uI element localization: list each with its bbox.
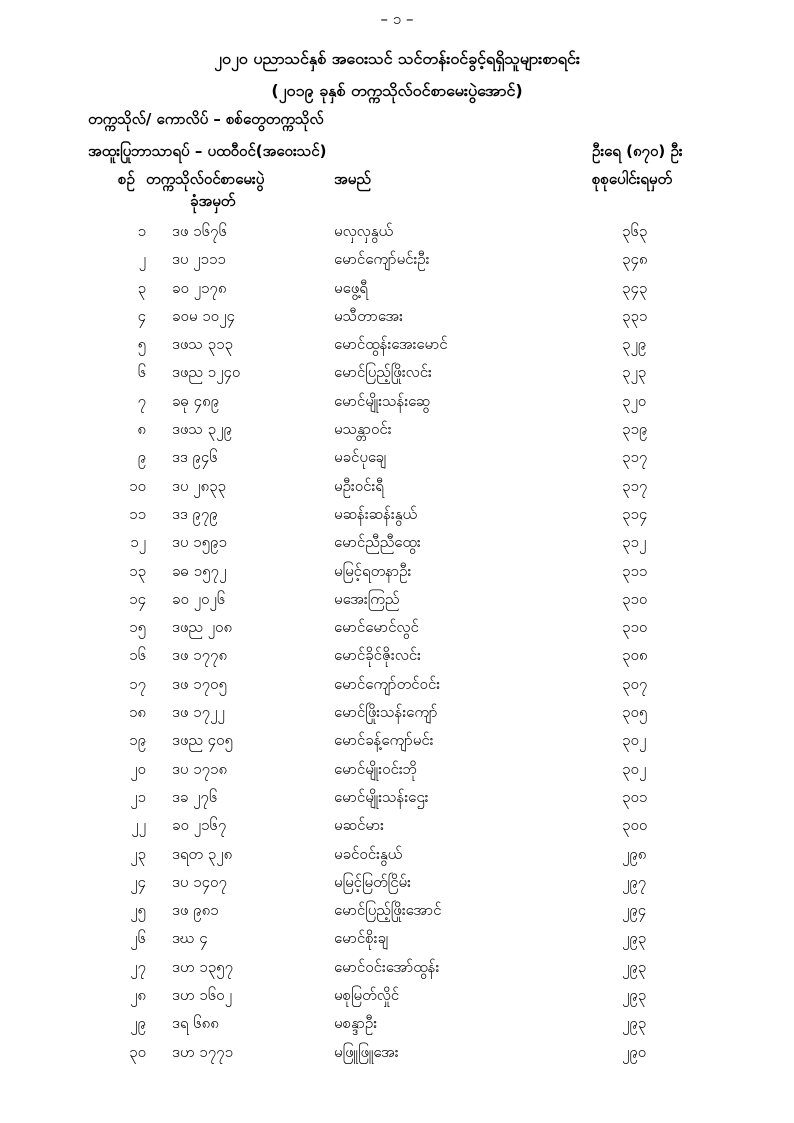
row-number: ၂၈ (130, 986, 146, 1005)
roll-number: ဒရတ ၃၂၈ (172, 844, 233, 863)
row-number: ၂၁ (130, 787, 146, 806)
table-row (0, 788, 794, 816)
total-marks: ၃၂၃ (622, 363, 647, 382)
table-row (0, 958, 794, 986)
major-label: အထူးပြုဘာသာရပ် – ပထဝီဝင်(အဝေးသင်) (88, 142, 327, 160)
total-marks: ၂၉၃ (622, 1014, 647, 1033)
roll-number: ဒဒ ၉၄၆ (172, 448, 218, 467)
table-row (0, 363, 794, 391)
student-name: မဦးဝင်းရီ (334, 476, 384, 495)
table-row (0, 420, 794, 448)
roll-number: ဒဟ ၁၇၇၁ (172, 1042, 234, 1061)
total-marks: ၃၀၂ (622, 759, 647, 778)
document-title: ၂၀၂၀ ပညာသင်နှစ် အဝေးသင် သင်တန်းဝင်ခွင့်ရရှိသူများစာရင်း (214, 49, 580, 68)
column-header-roll-number: တက္ကသိုလ်ဝင်စာမေးပွဲ (146, 170, 265, 188)
row-number: ၄ (137, 306, 146, 325)
table-row (0, 618, 794, 646)
student-name: မဖွေ့ရီ (334, 278, 368, 297)
roll-number: ဒဒ ၉၇၉ (172, 504, 218, 523)
total-marks: ၃၁၁ (622, 561, 648, 580)
row-number: ၁ (137, 222, 146, 240)
student-name: မစုမြတ်လှိုင် (334, 986, 400, 1005)
roll-number: ဒပ ၂၁၁၁ (172, 250, 226, 269)
column-header-name: အမည် (334, 170, 371, 188)
row-number: ၉ (137, 448, 146, 467)
document-subtitle: (၂၀၁၉ ခုနှစ် တက္ကသိုလ်ဝင်စာမေးပွဲအောင်) (271, 81, 523, 100)
total-marks: ၃၁၇ (622, 448, 648, 467)
total-marks: ၂၉၃ (622, 986, 647, 1005)
student-name: မမြင့်မြတ်ငြိမ်း (334, 872, 411, 891)
total-marks: ၃၁၄ (622, 504, 648, 523)
roll-number: ဒဖ ၁၇၀၅ (172, 674, 227, 693)
total-marks: ၃၄၈ (622, 250, 648, 269)
student-name: မဖြူဖြူအေး (334, 1042, 399, 1061)
student-name: မမြင့်ရတနာဦး (334, 561, 412, 580)
table-row (0, 901, 794, 929)
student-name: မခင်ဝင်းနွယ် (334, 844, 403, 863)
total-marks: ၂၉၈ (622, 844, 647, 863)
student-name: မဆင်မား (334, 816, 384, 835)
student-list (0, 222, 794, 1071)
row-number: ၁၁ (129, 504, 146, 523)
row-number: ၈ (137, 420, 146, 439)
row-number: ၁၈ (128, 703, 146, 722)
table-row (0, 1043, 794, 1071)
student-name: မောင်ခိုင်ဇိုးလင်း (334, 646, 421, 665)
roll-number: ဒဟ ၁၆၀၂ (172, 986, 232, 1005)
column-header-marks: စုစုပေါင်းရမှတ် (592, 170, 673, 188)
student-name: မောင်ညီညီထွေး (334, 533, 421, 552)
roll-number: ခဓ ၁၅၇၂ (172, 561, 227, 580)
column-header-roll-number-line2: ခုံအမှတ် (190, 192, 236, 210)
total-marks: ၃၀၁ (622, 787, 648, 806)
table-row (0, 760, 794, 788)
student-name: မစန္ဒာဦး (334, 1014, 378, 1033)
student-name: မခင်ပုချေ (334, 448, 387, 467)
roll-number: ခဝမ ၁၀၂၄ (172, 306, 235, 325)
roll-number: ဒဖည ၄၀၅ (172, 731, 233, 750)
total-marks: ၃၀၂ (622, 731, 647, 750)
table-row (0, 307, 794, 335)
total-marks: ၂၉၃ (622, 957, 647, 976)
student-name: မောင်ကျော်မင်းဦး (334, 250, 430, 269)
row-number: ၂၇ (130, 957, 146, 976)
roll-number: ဒပ ၁၅၉၁ (172, 533, 227, 552)
student-name: မောင်မျိုးသန်းဌေး (334, 787, 429, 806)
roll-number: ဒဟ ၁၃၅၇ (172, 957, 234, 976)
roll-number: ဒဖည ၂၀၈ (172, 618, 233, 637)
roll-number: ဒဖသ ၃၂၉ (172, 420, 232, 439)
row-number: ၁၀ (129, 476, 146, 495)
row-number: ၆ (137, 363, 146, 382)
student-name: မောင်ခန့်ကျော်မင်း (334, 731, 434, 750)
table-row (0, 731, 794, 759)
table-row (0, 448, 794, 476)
table-row (0, 392, 794, 420)
total-marks: ၃၁၉ (622, 420, 648, 439)
row-number: ၁၂ (130, 533, 146, 552)
university-label: တက္ကသိုလ်/ ကောလိပ် – စစ်တွေတက္ကသိုလ် (88, 110, 324, 128)
page-number: – ၁ – (380, 10, 414, 28)
total-marks: ၂၉၇ (622, 872, 647, 891)
row-number: ၂၀ (130, 759, 146, 778)
roll-number: ခဝ ၂၀၂၆ (172, 589, 226, 608)
total-marks: ၃၀၈ (622, 646, 648, 665)
table-row (0, 335, 794, 363)
student-name: မောင်ပြည့်ဖြိုးအောင် (334, 901, 442, 920)
roll-number: ခဝ ၂၁၆၇ (172, 816, 227, 835)
row-number: ၂၄ (130, 872, 146, 891)
row-number: ၁၉ (129, 731, 146, 750)
roll-number: ဒပ ၂၈၃၃ (172, 476, 226, 495)
total-marks: ၃၁၀ (622, 589, 648, 608)
student-name: မောင်ဖြိုးသန်းကျော် (334, 703, 438, 722)
student-name: မသန္တာဝင်း (334, 420, 392, 439)
row-number: ၂ (138, 250, 146, 269)
table-row (0, 562, 794, 590)
table-row (0, 279, 794, 307)
table-row (0, 1014, 794, 1042)
student-name: မောင်မျိုးဝင်းဘို (334, 759, 418, 778)
row-number: ၅ (137, 335, 146, 354)
roll-number: ဒဖည ၁၂၄၀ (172, 363, 241, 382)
table-row (0, 873, 794, 901)
table-row (0, 505, 794, 533)
total-marks: ၂၉၀ (622, 1042, 647, 1061)
total-marks: ၃၆၃ (622, 222, 648, 240)
table-row (0, 533, 794, 561)
student-name: မောင်ပြည့်ဖြိုးလင်း (334, 363, 432, 382)
student-name: မအေးကြည် (334, 589, 400, 608)
table-row (0, 703, 794, 731)
total-marks: ၃၀၇ (622, 674, 648, 693)
table-row (0, 646, 794, 674)
table-row (0, 675, 794, 703)
roll-number: ဒဖ ၁၆၇၆ (172, 222, 227, 240)
roll-number: ခဓု ၄၈၉ (172, 391, 220, 410)
row-number: ၂၆ (130, 929, 146, 948)
student-name: မောင်ထွန်းအေးမောင် (334, 335, 448, 354)
total-marks: ၃၀၅ (622, 703, 648, 722)
roll-number: ခဝ ၂၁၇၈ (172, 278, 227, 297)
total-marks: ၃၁၂ (622, 533, 647, 552)
total-marks: ၂၉၄ (622, 901, 647, 920)
column-header-no: စဉ် (118, 170, 135, 188)
total-marks: ၃၄၃ (622, 278, 648, 297)
table-row (0, 816, 794, 844)
row-number: ၂၅ (130, 901, 146, 920)
table-row (0, 477, 794, 505)
table-row (0, 222, 794, 250)
table-row (0, 986, 794, 1014)
total-marks: ၃၀၀ (622, 816, 648, 835)
student-name: မောင်မောင်လွင် (334, 618, 419, 637)
row-number: ၃ (137, 278, 146, 297)
row-number: ၇ (137, 391, 146, 410)
row-number: ၁၇ (129, 674, 146, 693)
row-number: ၁၅ (129, 618, 146, 637)
roll-number: ဒပ ၁၇၁၈ (172, 759, 228, 778)
total-marks: ၂၉၃ (622, 929, 647, 948)
student-name: မလှလှနွယ် (334, 222, 394, 240)
student-count: ဦးရေ (၈၇၀) ဦး (592, 142, 683, 160)
student-name: မောင်စိုးချ (334, 929, 389, 948)
row-number: ၁၄ (129, 589, 146, 608)
roll-number: ဒဖ ၉၈၁ (172, 901, 219, 920)
roll-number: ဒခ ၂၇၆ (172, 787, 218, 806)
total-marks: ၃၃၁ (622, 306, 648, 325)
student-name: မောင်ကျော်တင်ဝင်း (334, 674, 441, 693)
row-number: ၂၂ (131, 816, 146, 835)
table-row (0, 590, 794, 618)
roll-number: ဒပ ၁၄၀၇ (172, 872, 227, 891)
table-row (0, 929, 794, 957)
row-number: ၂၉ (130, 1014, 146, 1033)
roll-number: ဒရ ၆၈၈ (172, 1014, 219, 1033)
roll-number: ဒဃ ၄ (172, 929, 208, 948)
total-marks: ၃၂၉ (622, 335, 647, 354)
student-name: မောင်ဝင်းအော်ထွန်း (334, 957, 440, 976)
row-number: ၁၃ (129, 561, 146, 580)
roll-number: ဒဖသ ၃၁၃ (172, 335, 233, 354)
student-name: မဆန်းဆန်းနွယ် (334, 504, 418, 523)
total-marks: ၃၂၀ (622, 391, 647, 410)
total-marks: ၃၁၀ (622, 618, 648, 637)
row-number: ၂၃ (130, 844, 146, 863)
total-marks: ၃၁၇ (622, 476, 648, 495)
student-name: မသီတာအေး (334, 306, 403, 325)
roll-number: ဒဖ ၁၇၂၂ (172, 703, 225, 722)
table-row (0, 845, 794, 873)
row-number: ၃၀ (129, 1042, 146, 1061)
row-number: ၁၆ (129, 646, 146, 665)
roll-number: ဒဖ ၁၇၇၈ (172, 646, 228, 665)
student-name: မောင်မျိုးသန်းဆွေ (334, 391, 431, 410)
table-row (0, 250, 794, 278)
